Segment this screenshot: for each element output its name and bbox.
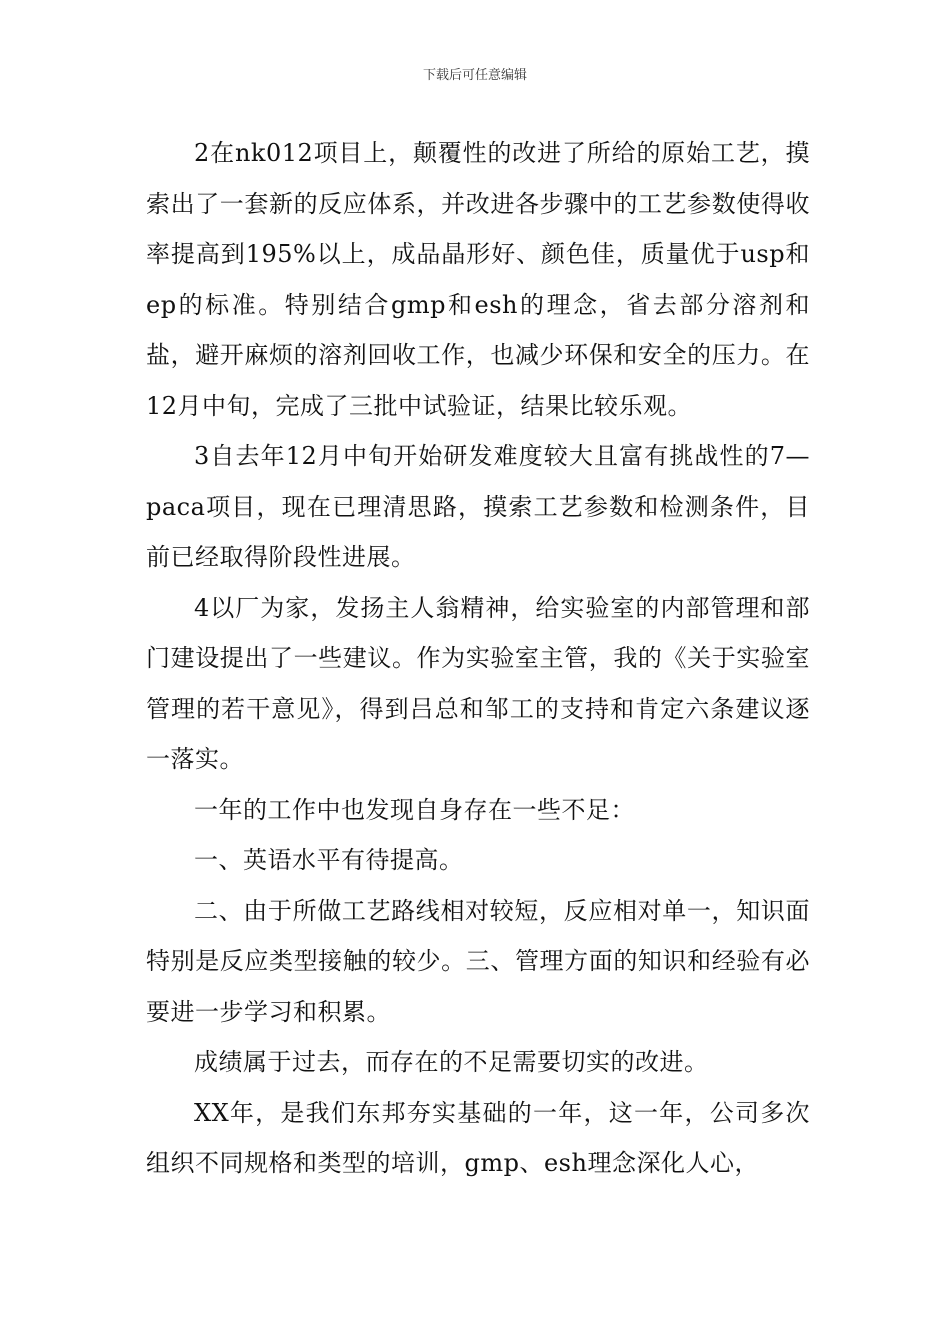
- paragraph-7-paca-project: 3自去年12月中旬开始研发难度较大且富有挑战性的7—paca项目，现在已理清思路，摸索工艺参数和检测条件，目前已经取得阶段性进展。: [146, 442, 810, 571]
- paragraph-lab-management: 4以厂为家，发扬主人翁精神，给实验室的内部管理和部门建设提出了一些建议。作为实验室主管，我的《关于实验室管理的若干意见》，得到吕总和邹工的支持和肯定六条建议逐一落实。: [146, 593, 810, 773]
- paragraph-company-year: XX年，是我们东邦夯实基础的一年，这一年，公司多次组织不同规格和类型的培训，gmp、esh理念深化人心，: [146, 1098, 810, 1177]
- paragraph-improvement: 成绩属于过去，而存在的不足需要切实的改进。: [194, 1048, 709, 1076]
- paragraph-shortcomings-intro: 一年的工作中也发现自身存在一些不足：: [194, 795, 635, 824]
- paragraph-shortcoming-english: 一、英语水平有待提高。: [194, 846, 464, 874]
- page-header: 下载后可任意编辑: [422, 68, 527, 83]
- paragraph-nk012-project: 2在nk012项目上，颠覆性的改进了所给的原始工艺，摸索出了一套新的反应体系，并改进各步骤中的工艺参数使得收率提高到195%以上，成品晶形好、颜色佳，质量优于usp和ep的标准。特别结合gmp和esh的理念，省去部分溶剂和盐，避开麻烦的溶剂回收工作，也减少环保和安全的压力。在12月中旬，完成了三批中试验证，结果比较乐观。: [146, 139, 810, 420]
- document-body: [146, 128, 810, 1189]
- paragraph-shortcoming-knowledge: 二、由于所做工艺路线相对较短，反应相对单一，知识面特别是反应类型接触的较少。三、管理方面的知识和经验有必要进一步学习和积累。: [146, 896, 810, 1026]
